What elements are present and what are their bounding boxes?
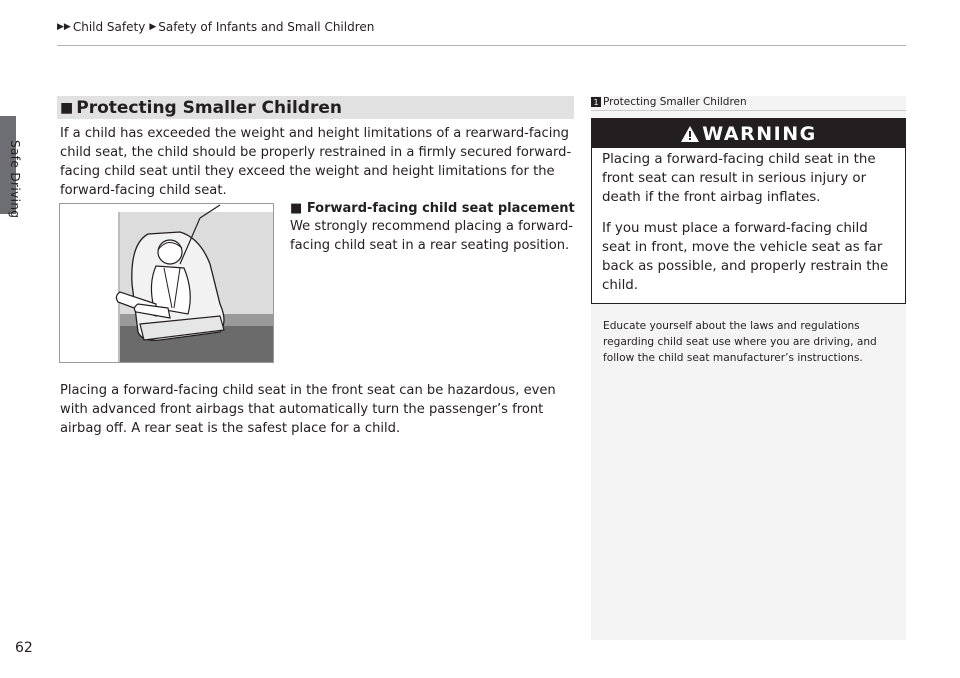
- breadcrumb-child-safety[interactable]: Child Safety: [72, 20, 146, 34]
- chapter-label: Safe Driving: [8, 140, 22, 219]
- subsection-heading: [290, 199, 575, 218]
- warning-text-2: If you must place a forward-facing child seat in front, move the vehicle seat as far back as possible, and properly restrain the child.: [602, 221, 889, 293]
- section-heading: [57, 96, 574, 119]
- section-marker: ■: [60, 99, 74, 116]
- warning-text-1: Placing a forward-facing child seat in the front seat can result in serious injury or death if the front airbag inflates.: [602, 152, 876, 205]
- header-rule: [57, 45, 906, 46]
- subsection-marker: ■: [290, 201, 303, 216]
- breadcrumb-arrow-icon: ▶: [149, 22, 157, 32]
- subsection-title: Forward-facing child seat placement: [306, 201, 575, 216]
- intro-paragraph: If a child has exceeded the weight and height limitations of a rearward-facing child seat, the child should be properly restrained in a firmly secured forward-facing child seat until they exceed the weight and height limitations for the forward-facing child seat.: [60, 126, 572, 198]
- breadcrumb-current[interactable]: Safety of Infants and Small Children: [158, 20, 375, 34]
- notes-rule: [591, 110, 906, 111]
- warning-title: WARNING: [702, 122, 817, 145]
- section-title: Protecting Smaller Children: [76, 97, 342, 118]
- note-text: Educate yourself about the laws and regulations regarding child seat use where you are driving, and follow the child seat manufacturer’s instructions.: [603, 320, 877, 364]
- note-number-icon: 1: [591, 97, 601, 107]
- warning-header: [592, 119, 905, 148]
- child-seat-illustration: [59, 203, 274, 363]
- placement-paragraph: We strongly recommend placing a forward-facing child seat in a rear seating position.: [290, 219, 574, 253]
- breadcrumb: [57, 20, 374, 34]
- warning-triangle-icon: [680, 125, 700, 143]
- breadcrumb-arrows-icon: ▶▶: [57, 22, 71, 32]
- front-seat-paragraph: Placing a forward-facing child seat in the front seat can be hazardous, even with advanced front airbags that automatically turn the passenger’s front airbag off. A rear seat is the safest place for a child.: [60, 383, 556, 436]
- notes-heading: [591, 96, 747, 108]
- notes-heading-text: Protecting Smaller Children: [603, 96, 747, 108]
- page-number: 62: [15, 640, 33, 656]
